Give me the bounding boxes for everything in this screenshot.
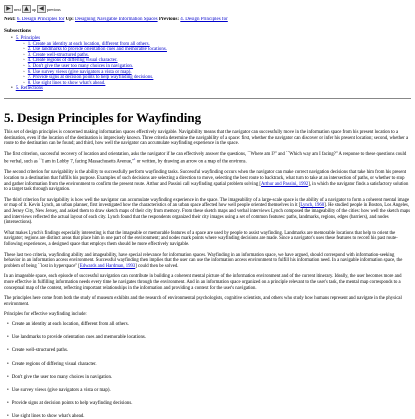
- paragraph-1: This set of design principles is concerned making information spaces effectively navigable. Navigability means that the navigator can successfully move in the information space from his present location to a destination, even if the location of the destination is imprecisely known. Three criteria determine the navigability of a space: first, whether the navigator can discover or infer his present location; second, whether a route to the destination can be found; and third, how well the navigator can accumulate wayfinding experience in the space.: [4, 129, 409, 147]
- list-item: • Create well-structured paths.: [14, 348, 411, 353]
- list-item: • Create regions of differing visual character.: [14, 362, 411, 367]
- subsections-list: [4, 36, 411, 92]
- toc-link-reflections[interactable]: 5. Reflections: [15, 86, 43, 92]
- toc-link-8[interactable]: 8. Use sight lines to show what's ahead.: [27, 80, 106, 86]
- previous-button[interactable]: [37, 5, 61, 13]
- paragraph-5: What makes Lynch's findings especially interesting is that the imageable or memorable features of a space are used by people to assist wayfinding. Landmarks are memorable locations that help to orient the navigator; regions are distinct areas that place him in one part of the environment; and nodes mark points where wayfinding decisions are made. Since a navigator's uses these features to record his past route-following experiences, a designed space that employs them should be more effectively navigable.: [4, 230, 398, 248]
- paragraph-6-text-end: ] could then be solved.: [135, 263, 179, 269]
- paragraph-3: [4, 170, 411, 192]
- principles-list: [4, 322, 411, 419]
- citation-arthur-passini[interactable]: Arthur and Passini, 1992: [260, 181, 309, 187]
- next-arrow-icon: ▶: [4, 5, 13, 13]
- list-item: • Provide signs at decision points to help wayfinding decisions.: [14, 401, 411, 406]
- toc-link-principles[interactable]: 5. Principles: [15, 36, 41, 41]
- paragraph-3-text-end: ], in which the navigator finds a satisfactory solution to a target task through navigation.: [4, 181, 409, 193]
- toc-link-5[interactable]: 5. Don't give the user too many choices in navigation.: [27, 63, 134, 69]
- next-link[interactable]: 6. Design Principles for: [16, 17, 65, 22]
- toc-link-1[interactable]: 1. Create an identity at each location, different from all others.: [27, 41, 150, 47]
- paragraph-3-text: The second criterion for navigability is the ability to successfully perform wayfinding tasks. Successful wayfinding occurs when the navigator can make correct navigation decisions that take him from his present location to a destination that fulfills his purpose. Examples of such decisions are selecting a direction to move, selecting the best route to backtrack, what turn to take at an intersection of paths, or whether to stop and gather information from the environment to confirm the present route. Arthur and Passini call wayfinding spatial problem solving [: [4, 170, 407, 187]
- up-label: Up:: [65, 17, 74, 22]
- footnote-marker[interactable]: 1: [133, 157, 136, 162]
- paragraph-2-text-end: or written, by drawing an arrow on a map of the environs.: [135, 159, 247, 165]
- page-title: 5. Design Principles for Wayfinding: [4, 109, 202, 125]
- subsections-heading: Subsections: [4, 28, 31, 34]
- previous-button-text: previous: [46, 6, 61, 12]
- toc-sublist: [18, 42, 411, 87]
- paragraph-4-text-end: ]. He studied people in Boston, Los Angeles, and Jersey City, New Jersey, and asked them to draw sketch maps of their city from memory. From these sketch maps and verbal interviews Lynch composed the imageability of the cities: how well the sketch maps and interviews reflected the actual layout of each city. Lynch found that the respondents organized their city images using a set of common features: paths, landmarks, regions, edges (barriers), and nodes (intersections).: [4, 203, 411, 226]
- paragraph-4-text: The third criterion for navigability is how well the navigator can accumulate wayfinding experience in the space. The imageability of a large-scale space is the ability of a navigator to form a coherent mental image or map of it. Kevin Lynch, an urban planner, first investigated how the characteristics of an urban space affected how well people oriented themselves in it [: [4, 197, 410, 209]
- previous-link[interactable]: 4. Design Principles for: [180, 17, 228, 22]
- next-button[interactable]: [4, 5, 21, 13]
- up-link[interactable]: Designing Navigable Information Spaces: [74, 17, 158, 22]
- paragraph-6-text: These last two criteria, wayfinding ability and imageability, have special relevance for information spaces. Wayfinding in an information space, we have argued, should correspond with information-seeking behavior in an information access environment. Successful wayfinding then implies that the user can use the information access environment to fulfill his information need. In a navigable information space, the problem of being ``lost in hyperspace'' [: [4, 252, 403, 269]
- citation-edwards-hardman[interactable]: Edwards and Hardman, 1993: [79, 263, 136, 269]
- navigation-bar: [4, 3, 411, 15]
- paragraph-7: In an imageable space, each episode of successful navigation can contribute in building a coherent mental picture of the information environment and of the current itinerary. Ideally, the user becomes more and more effective in fulfilling information needs every time he navigates through the environment. And in an information space organized on a principle relevant to the user's task, the mental map corresponds to a conceptual map of the content, reflecting important relationships in the information and providing a context for the user's navigation.: [4, 274, 402, 291]
- next-label: Next:: [4, 17, 16, 22]
- toc-item: [15, 36, 411, 86]
- toc-link-4[interactable]: 4. Create regions of differing visual character.: [27, 58, 118, 64]
- up-arrow-icon: ▲: [22, 5, 31, 13]
- toc-item: [15, 86, 411, 92]
- section-divider: [4, 98, 411, 99]
- paragraph-2-text: The first criterion, successful recovery of location and orientation, asks the navigator if he can effectively answer the questions, ``Where am I?'' and ``Which way am I facing?'' A response to these questions could be verbal, such as ``I am in Lobby 7, facing Massachusetts Avenue,'': [4, 151, 407, 165]
- list-item: • Use sight lines to show what's ahead.: [14, 414, 411, 419]
- paragraph-2: [4, 152, 411, 166]
- toc-link-7[interactable]: 7. Provide signs at decision points to help wayfinding decisions.: [27, 75, 154, 81]
- nav-links-line: [4, 17, 411, 23]
- toc-link-3[interactable]: 3. Create well-structured paths.: [27, 52, 89, 58]
- paragraph-6: [4, 253, 411, 270]
- toc-link-6[interactable]: 6. Use survey views (give navigators a vista or map).: [27, 69, 132, 75]
- previous-label: Previous:: [158, 17, 180, 22]
- previous-arrow-icon: ◀: [37, 5, 46, 13]
- up-button[interactable]: [22, 5, 36, 13]
- toc-link-2[interactable]: 2. Use landmarks to provide orientation cues and memorable locations.: [27, 47, 167, 53]
- up-button-text: up: [31, 6, 36, 12]
- next-button-text: next: [14, 6, 21, 12]
- list-item: • Don't give the user too many choices in navigation.: [14, 375, 411, 380]
- citation-lynch[interactable]: Lynch, 1960: [300, 203, 325, 209]
- list-item: • Create an identity at each location, different from all others.: [14, 322, 411, 327]
- list-item: • Use landmarks to provide orientation cues and memorable locations.: [14, 335, 411, 340]
- paragraph-4: [4, 198, 411, 226]
- paragraph-8: The principles here come from both the study of museum exhibits and the research of environmental psychologists, cognitive scientists, and others who study how humans represent and navigate in the physical environment.: [4, 296, 402, 307]
- paragraph-9: Principles for effective wayfinding include:: [4, 312, 87, 318]
- list-item: • Use survey views (give navigators a vista or map).: [14, 388, 411, 393]
